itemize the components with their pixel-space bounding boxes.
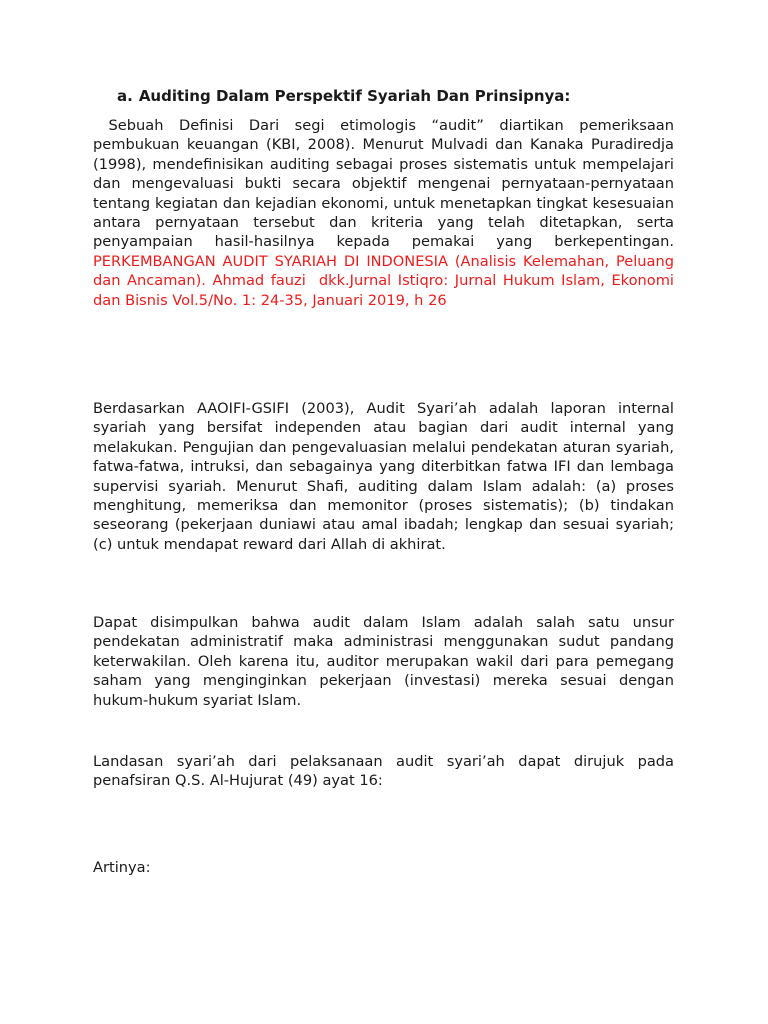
heading-number: a.: [117, 87, 133, 105]
paragraph-definition-text: Sebuah Definisi Dari segi etimologis “audit” diartikan pemeriksaan pembukuan keuangan (KBI, 2008). Menurut Mulvadi dan Kanaka Puradiredja (1998), mendefinisikan auditing sebagai proses sistematis untuk mempelajari dan mengevaluasi bukti secara objektif mengenai pernyataan-pernyataan tentang kegiatan dan kejadian ekonomi, untuk menetapkan tingkat kesesuaian antara pernyataan tersebut dan kriteria yang telah ditetapkan, serta penyampaian hasil-hasilnya kepada pemakai yang berkepentingan.: [93, 117, 674, 251]
heading-text: Auditing Dalam Perspektif Syariah Dan Prinsipnya:: [138, 87, 571, 105]
paragraph-landasan: Landasan syari’ah dari pelaksanaan audit syari’ah dapat dirujuk pada penafsiran Q.S. Al-Hujurat (49) ayat 16:: [93, 753, 674, 790]
paragraph-conclusion: Dapat disimpulkan bahwa audit dalam Islam adalah salah satu unsur pendekatan administratif maka administrasi menggunakan sudut pandang keterwakilan. Oleh karena itu, auditor merupakan wakil dari para pemegang saham yang menginginkan pekerjaan (investasi) mereka sesuai dengan hukum-hukum syariat Islam.: [93, 614, 674, 709]
paragraph-artinya: Artinya:: [93, 859, 151, 876]
citation-footnote: PERKEMBANGAN AUDIT SYARIAH DI INDONESIA (Analisis Kelemahan, Peluang dan Ancaman). Ahmad fauzi dkk.Jurnal Istiqro: Jurnal Hukum Islam, Ekonomi dan Bisnis Vol.5/No. 1: 24-35, Januari 2019, h 26: [93, 252, 674, 309]
paragraph-aaoifi: Berdasarkan AAOIFI-GSIFI (2003), Audit Syari’ah adalah laporan internal syariah yang bersifat independen atau bagian dari audit internal yang melakukan. Pengujian dan pengevaluasian melalui pendekatan aturan syariah, fatwa-fatwa, intruksi, dan sebagainya yang diterbitkan fatwa IFI dan lembaga supervisi syariah. Menurut Shafi, auditing dalam Islam adalah: (a) proses menghitung, memeriksa dan memonitor (proses sistematis); (b) tindakan seseorang (pekerjaan duniawi atau amal ibadah; lengkap dan sesuai syariah; (c) untuk mendapat reward dari Allah di akhirat.: [93, 400, 674, 553]
section-heading: [117, 86, 570, 106]
paragraph-definition: [93, 116, 674, 310]
